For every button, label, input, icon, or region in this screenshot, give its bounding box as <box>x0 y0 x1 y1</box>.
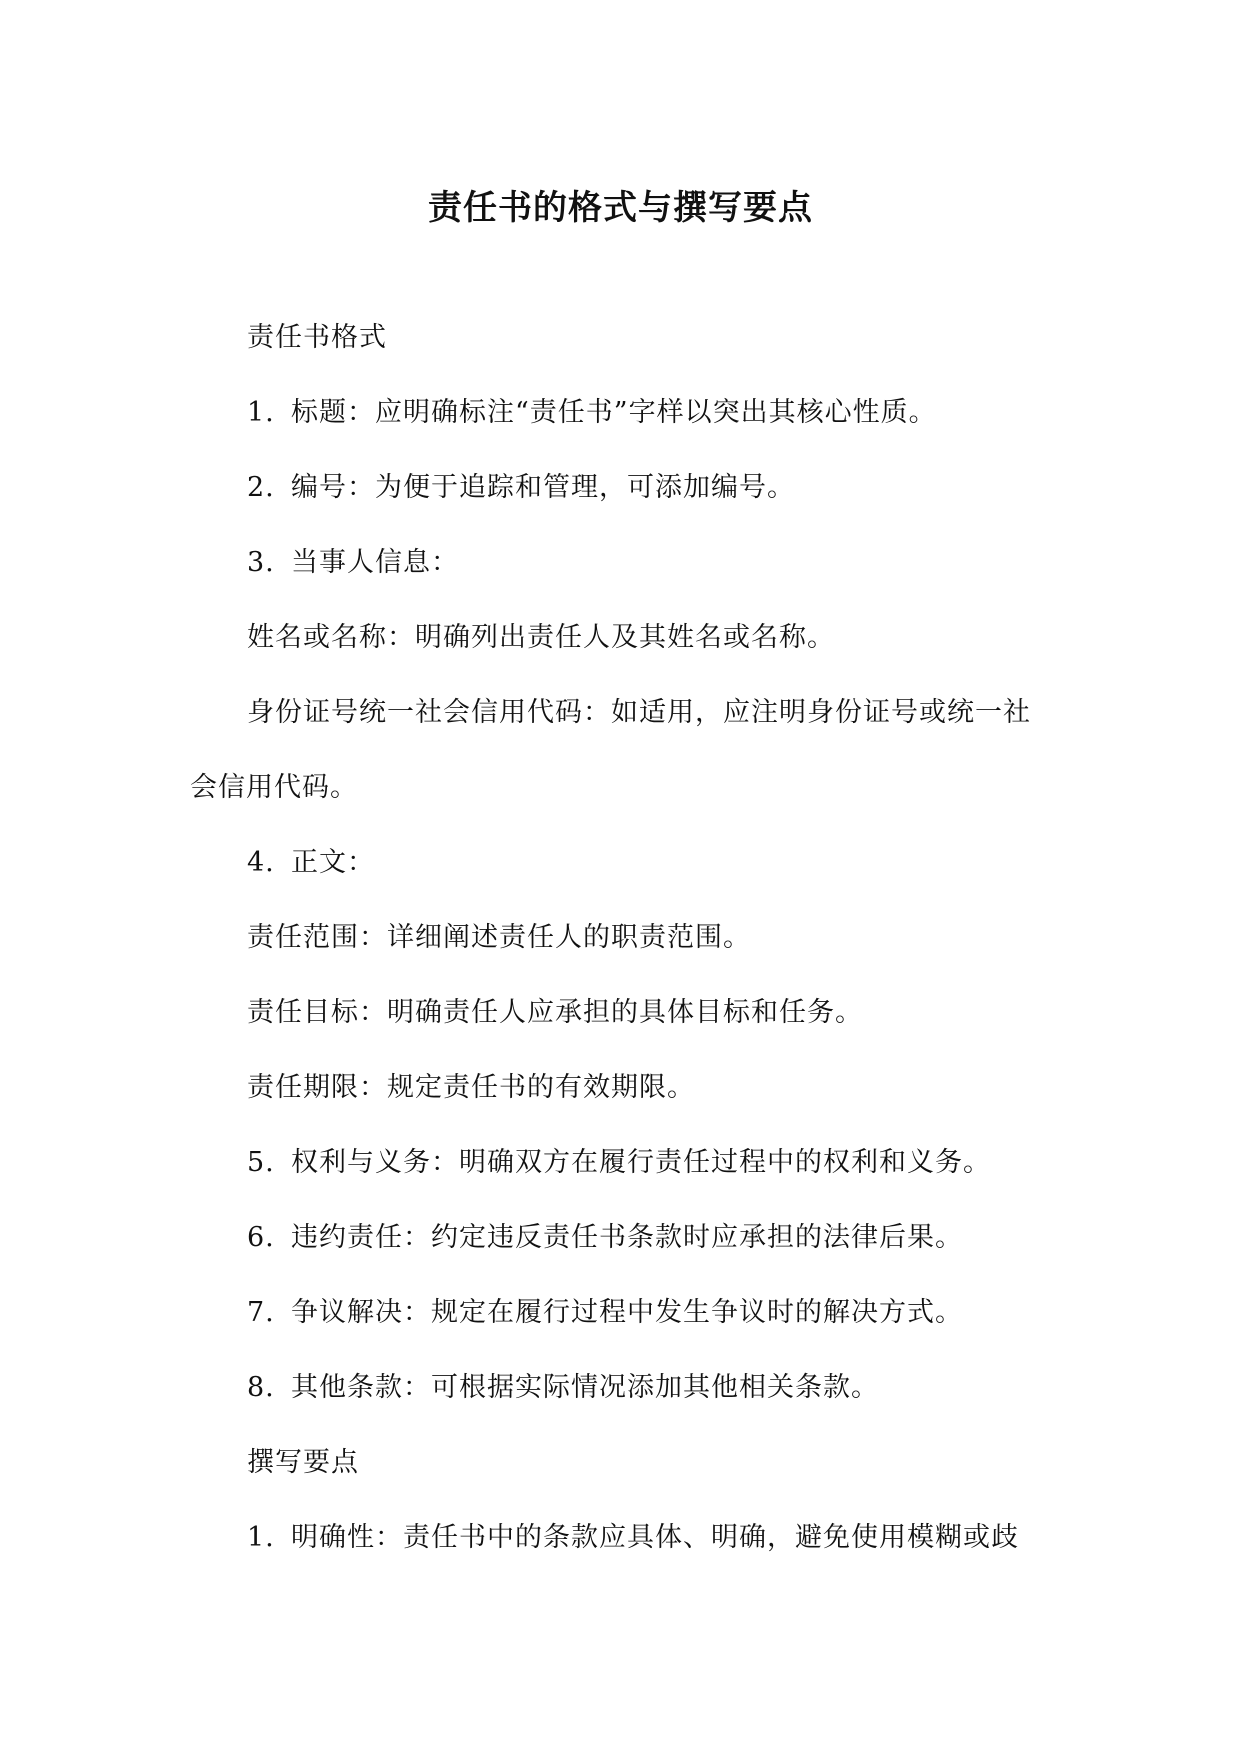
line-text: 其他条款：可根据实际情况添加其他相关条款。 <box>291 1372 879 1403</box>
list-item <box>190 1350 1050 1425</box>
list-item <box>190 525 1050 600</box>
list-item <box>190 450 1050 525</box>
list-item <box>190 825 1050 900</box>
list-number: 5. <box>247 1147 275 1178</box>
list-number: 6. <box>247 1222 275 1253</box>
document-body <box>190 300 1050 1575</box>
section-heading-format <box>190 300 1050 375</box>
list-number: 1. <box>247 397 275 428</box>
list-item <box>190 1200 1050 1275</box>
paragraph <box>190 900 1050 975</box>
list-number: 4. <box>247 847 275 878</box>
line-text: 责任目标：明确责任人应承担的具体目标和任务。 <box>247 997 863 1028</box>
list-item <box>190 1500 1050 1575</box>
line-text: 编号：为便于追踪和管理，可添加编号。 <box>291 472 795 503</box>
section-heading-writing-points <box>190 1425 1050 1500</box>
list-item <box>190 1275 1050 1350</box>
list-number: 2. <box>247 472 275 503</box>
paragraph-continuation <box>190 750 1050 825</box>
line-text: 责任书格式 <box>247 322 387 353</box>
line-text: 正文： <box>291 847 375 878</box>
line-text: 违约责任：约定违反责任书条款时应承担的法律后果。 <box>291 1222 963 1253</box>
line-text: 姓名或名称：明确列出责任人及其姓名或名称。 <box>247 622 835 653</box>
line-text: 责任期限：规定责任书的有效期限。 <box>247 1072 695 1103</box>
list-number: 3. <box>247 547 275 578</box>
page-title: 责任书的格式与撰写要点 <box>428 188 813 228</box>
list-item <box>190 1125 1050 1200</box>
line-text: 标题：应明确标注“责任书”字样以突出其核心性质。 <box>291 397 937 428</box>
line-text: 权利与义务：明确双方在履行责任过程中的权利和义务。 <box>291 1147 991 1178</box>
list-number: 7. <box>247 1297 275 1328</box>
list-number: 8. <box>247 1372 275 1403</box>
line-text: 当事人信息： <box>291 547 459 578</box>
list-item <box>190 375 1050 450</box>
list-number: 1. <box>247 1522 275 1553</box>
line-text: 会信用代码。 <box>190 772 358 803</box>
paragraph <box>190 675 1050 750</box>
line-text: 责任范围：详细阐述责任人的职责范围。 <box>247 922 751 953</box>
paragraph <box>190 600 1050 675</box>
line-text: 明确性：责任书中的条款应具体、明确，避免使用模糊或歧 <box>291 1522 1019 1553</box>
paragraph <box>190 975 1050 1050</box>
line-text: 身份证号统一社会信用代码：如适用，应注明身份证号或统一社 <box>247 697 1031 728</box>
line-text: 撰写要点 <box>247 1447 359 1478</box>
line-text: 争议解决：规定在履行过程中发生争议时的解决方式。 <box>291 1297 963 1328</box>
paragraph <box>190 1050 1050 1125</box>
